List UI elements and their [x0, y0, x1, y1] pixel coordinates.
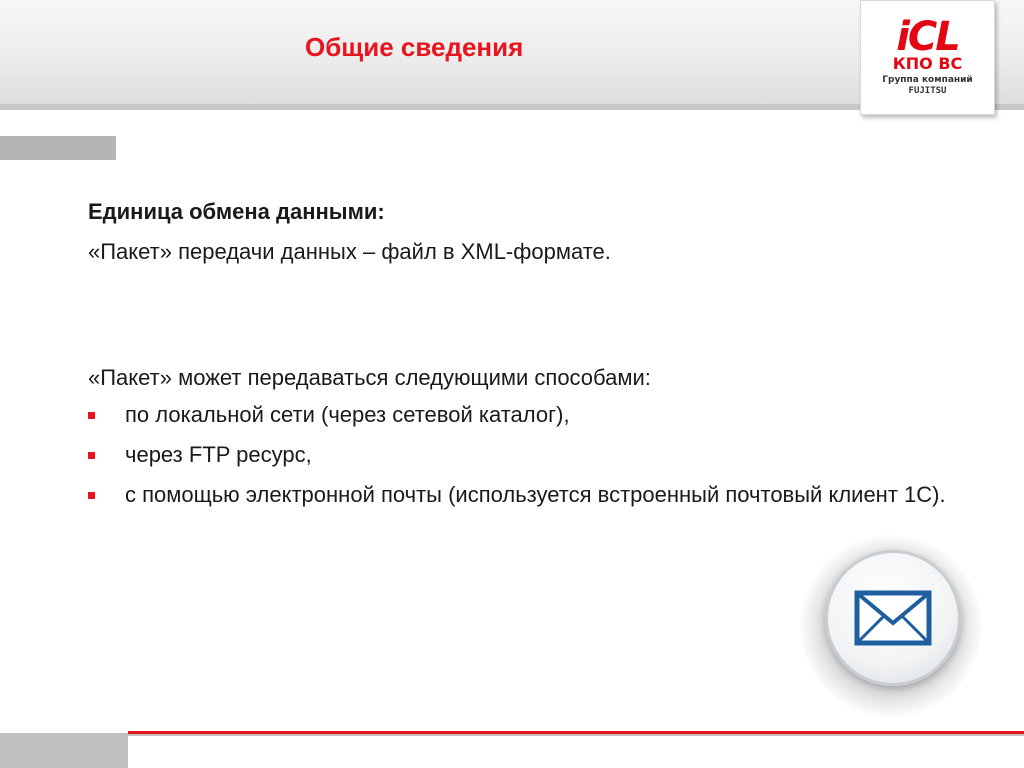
company-logo	[860, 0, 995, 115]
slide-content	[88, 192, 968, 518]
transfer-methods-list	[88, 398, 968, 512]
footer-panel	[128, 736, 1024, 768]
bullet-square-icon	[88, 412, 95, 419]
list-item-text: через FTP ресурс,	[125, 442, 312, 467]
slide-title: Общие сведения	[305, 32, 524, 62]
content-heading: Единица обмена данными:	[88, 199, 385, 224]
side-tab-decoration	[0, 136, 116, 160]
content-spacer	[88, 272, 968, 358]
list-item-text: с помощью электронной почты (используется встроенный почтовый клиент 1С).	[125, 482, 946, 507]
logo-brand-line: FUJITSU	[908, 86, 947, 96]
content-intro: «Пакет» может передаваться следующими способами:	[88, 365, 651, 390]
list-item	[88, 398, 968, 432]
logo-mark: iCL	[896, 14, 959, 60]
footer-accent-line	[128, 731, 1024, 734]
mail-button[interactable]	[825, 550, 961, 686]
logo-group-line: Группа компаний	[882, 75, 973, 85]
logo-subtitle: КПО ВС	[892, 54, 963, 73]
list-item	[88, 478, 968, 512]
list-item-text: по локальной сети (через сетевой каталог),	[125, 402, 570, 427]
content-definition: «Пакет» передачи данных – файл в XML-формате.	[88, 239, 611, 264]
bullet-square-icon	[88, 492, 95, 499]
list-item	[88, 438, 968, 472]
envelope-icon	[854, 590, 932, 646]
bullet-square-icon	[88, 452, 95, 459]
